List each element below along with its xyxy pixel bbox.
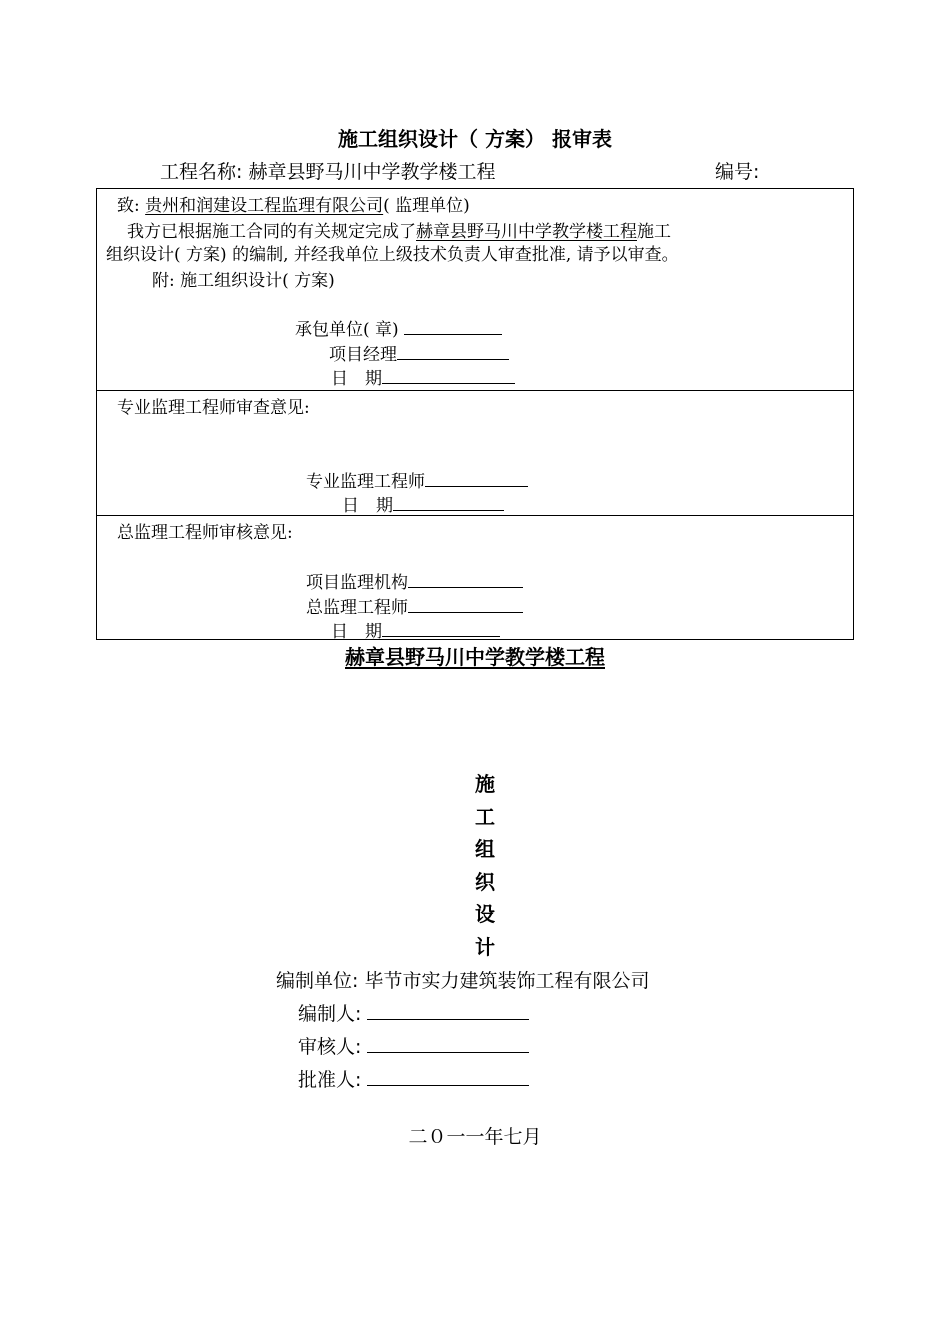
- project-name: 赫章县野马川中学教学楼工程: [248, 161, 496, 183]
- prepared-by-unit-label: 编制单位:: [276, 970, 359, 992]
- submission-date-line: [382, 367, 515, 384]
- date-label: 日 期: [331, 622, 382, 642]
- project-manager-signature-line: [397, 343, 509, 360]
- prepared-by-unit-row: [276, 966, 649, 993]
- reviewer-row: [298, 1032, 529, 1059]
- project-manager-row: [329, 340, 509, 365]
- supervision-org-row: [306, 568, 523, 593]
- specialist-opinion-label: 专业监理工程师审查意见:: [117, 398, 310, 418]
- serial-number-row: [715, 157, 759, 184]
- approver-row: [298, 1065, 529, 1092]
- project-label: 工程名称:: [160, 161, 243, 183]
- project-supervision-org-label: 项目监理机构: [306, 573, 408, 593]
- body-line-2: 组织设计( 方案) 的编制, 并经我单位上级技术负责人审查批准, 请予以审查。: [106, 245, 679, 265]
- cover-project-title: 赫章县野马川中学教学楼工程: [345, 645, 605, 669]
- supervisor-company: 贵州和润建设工程监理有限公司: [145, 196, 384, 216]
- reviewer-signature-line: [367, 1036, 529, 1053]
- approver-label: 批准人:: [298, 1069, 362, 1091]
- chief-engineer-row: [306, 593, 523, 618]
- chief-engineer-label: 总监理工程师: [306, 598, 408, 618]
- contractor-signature-row: [295, 315, 502, 340]
- chief-review-section: [96, 515, 854, 640]
- chief-date-line: [382, 620, 500, 637]
- date-label: 日 期: [342, 496, 393, 516]
- contractor-signature-line: [404, 318, 502, 335]
- cover-vertical-title: [460, 768, 510, 963]
- project-name-row: [160, 157, 495, 184]
- prepared-by-unit: 毕节市实力建筑装饰工程有限公司: [364, 970, 650, 992]
- vertical-title-char: 设: [475, 902, 495, 926]
- form-title: 施工组织设计（ 方案） 报审表: [338, 127, 612, 151]
- body-suffix: 施工: [637, 222, 671, 242]
- body-project: 赫章县野马川中学教学楼工程: [416, 222, 637, 242]
- specialist-engineer-label: 专业监理工程师: [306, 472, 425, 492]
- body-line-1: [127, 217, 671, 242]
- project-manager-label: 项目经理: [329, 345, 397, 365]
- recipient-line: [117, 191, 470, 216]
- attachment-line: 附: 施工组织设计( 方案): [152, 271, 335, 291]
- serial-label: 编号:: [715, 161, 760, 183]
- vertical-title-char: 织: [475, 869, 495, 894]
- vertical-title-char: 施: [475, 772, 495, 796]
- preparer-signature-line: [367, 1003, 529, 1020]
- specialist-engineer-row: [306, 467, 528, 492]
- specialist-engineer-signature-line: [425, 470, 528, 487]
- specialist-date-row: [342, 491, 504, 516]
- body-prefix: 我方已根据施工合同的有关规定完成了: [127, 222, 416, 242]
- supervision-org-signature-line: [408, 571, 523, 588]
- vertical-title-char: 工: [475, 804, 495, 829]
- chief-opinion-label: 总监理工程师审核意见:: [117, 523, 293, 543]
- preparer-row: [298, 999, 529, 1026]
- vertical-title-char: 计: [475, 934, 495, 959]
- vertical-title-char: 组: [475, 837, 495, 861]
- to-label: 致:: [117, 196, 140, 216]
- contractor-label: 承包单位( 章): [295, 320, 399, 340]
- date-label: 日 期: [331, 369, 382, 389]
- submission-date-row: [331, 364, 515, 389]
- supervisor-suffix: ( 监理单位): [383, 196, 470, 216]
- chief-engineer-signature-line: [408, 596, 523, 613]
- submission-section: [96, 188, 854, 391]
- approver-signature-line: [367, 1069, 529, 1086]
- specialist-review-section: [96, 390, 854, 516]
- specialist-date-line: [393, 494, 504, 511]
- cover-date: 二０一一年七月: [408, 1126, 542, 1148]
- preparer-label: 编制人:: [298, 1003, 362, 1025]
- reviewer-label: 审核人:: [298, 1036, 362, 1058]
- chief-date-row: [331, 617, 500, 642]
